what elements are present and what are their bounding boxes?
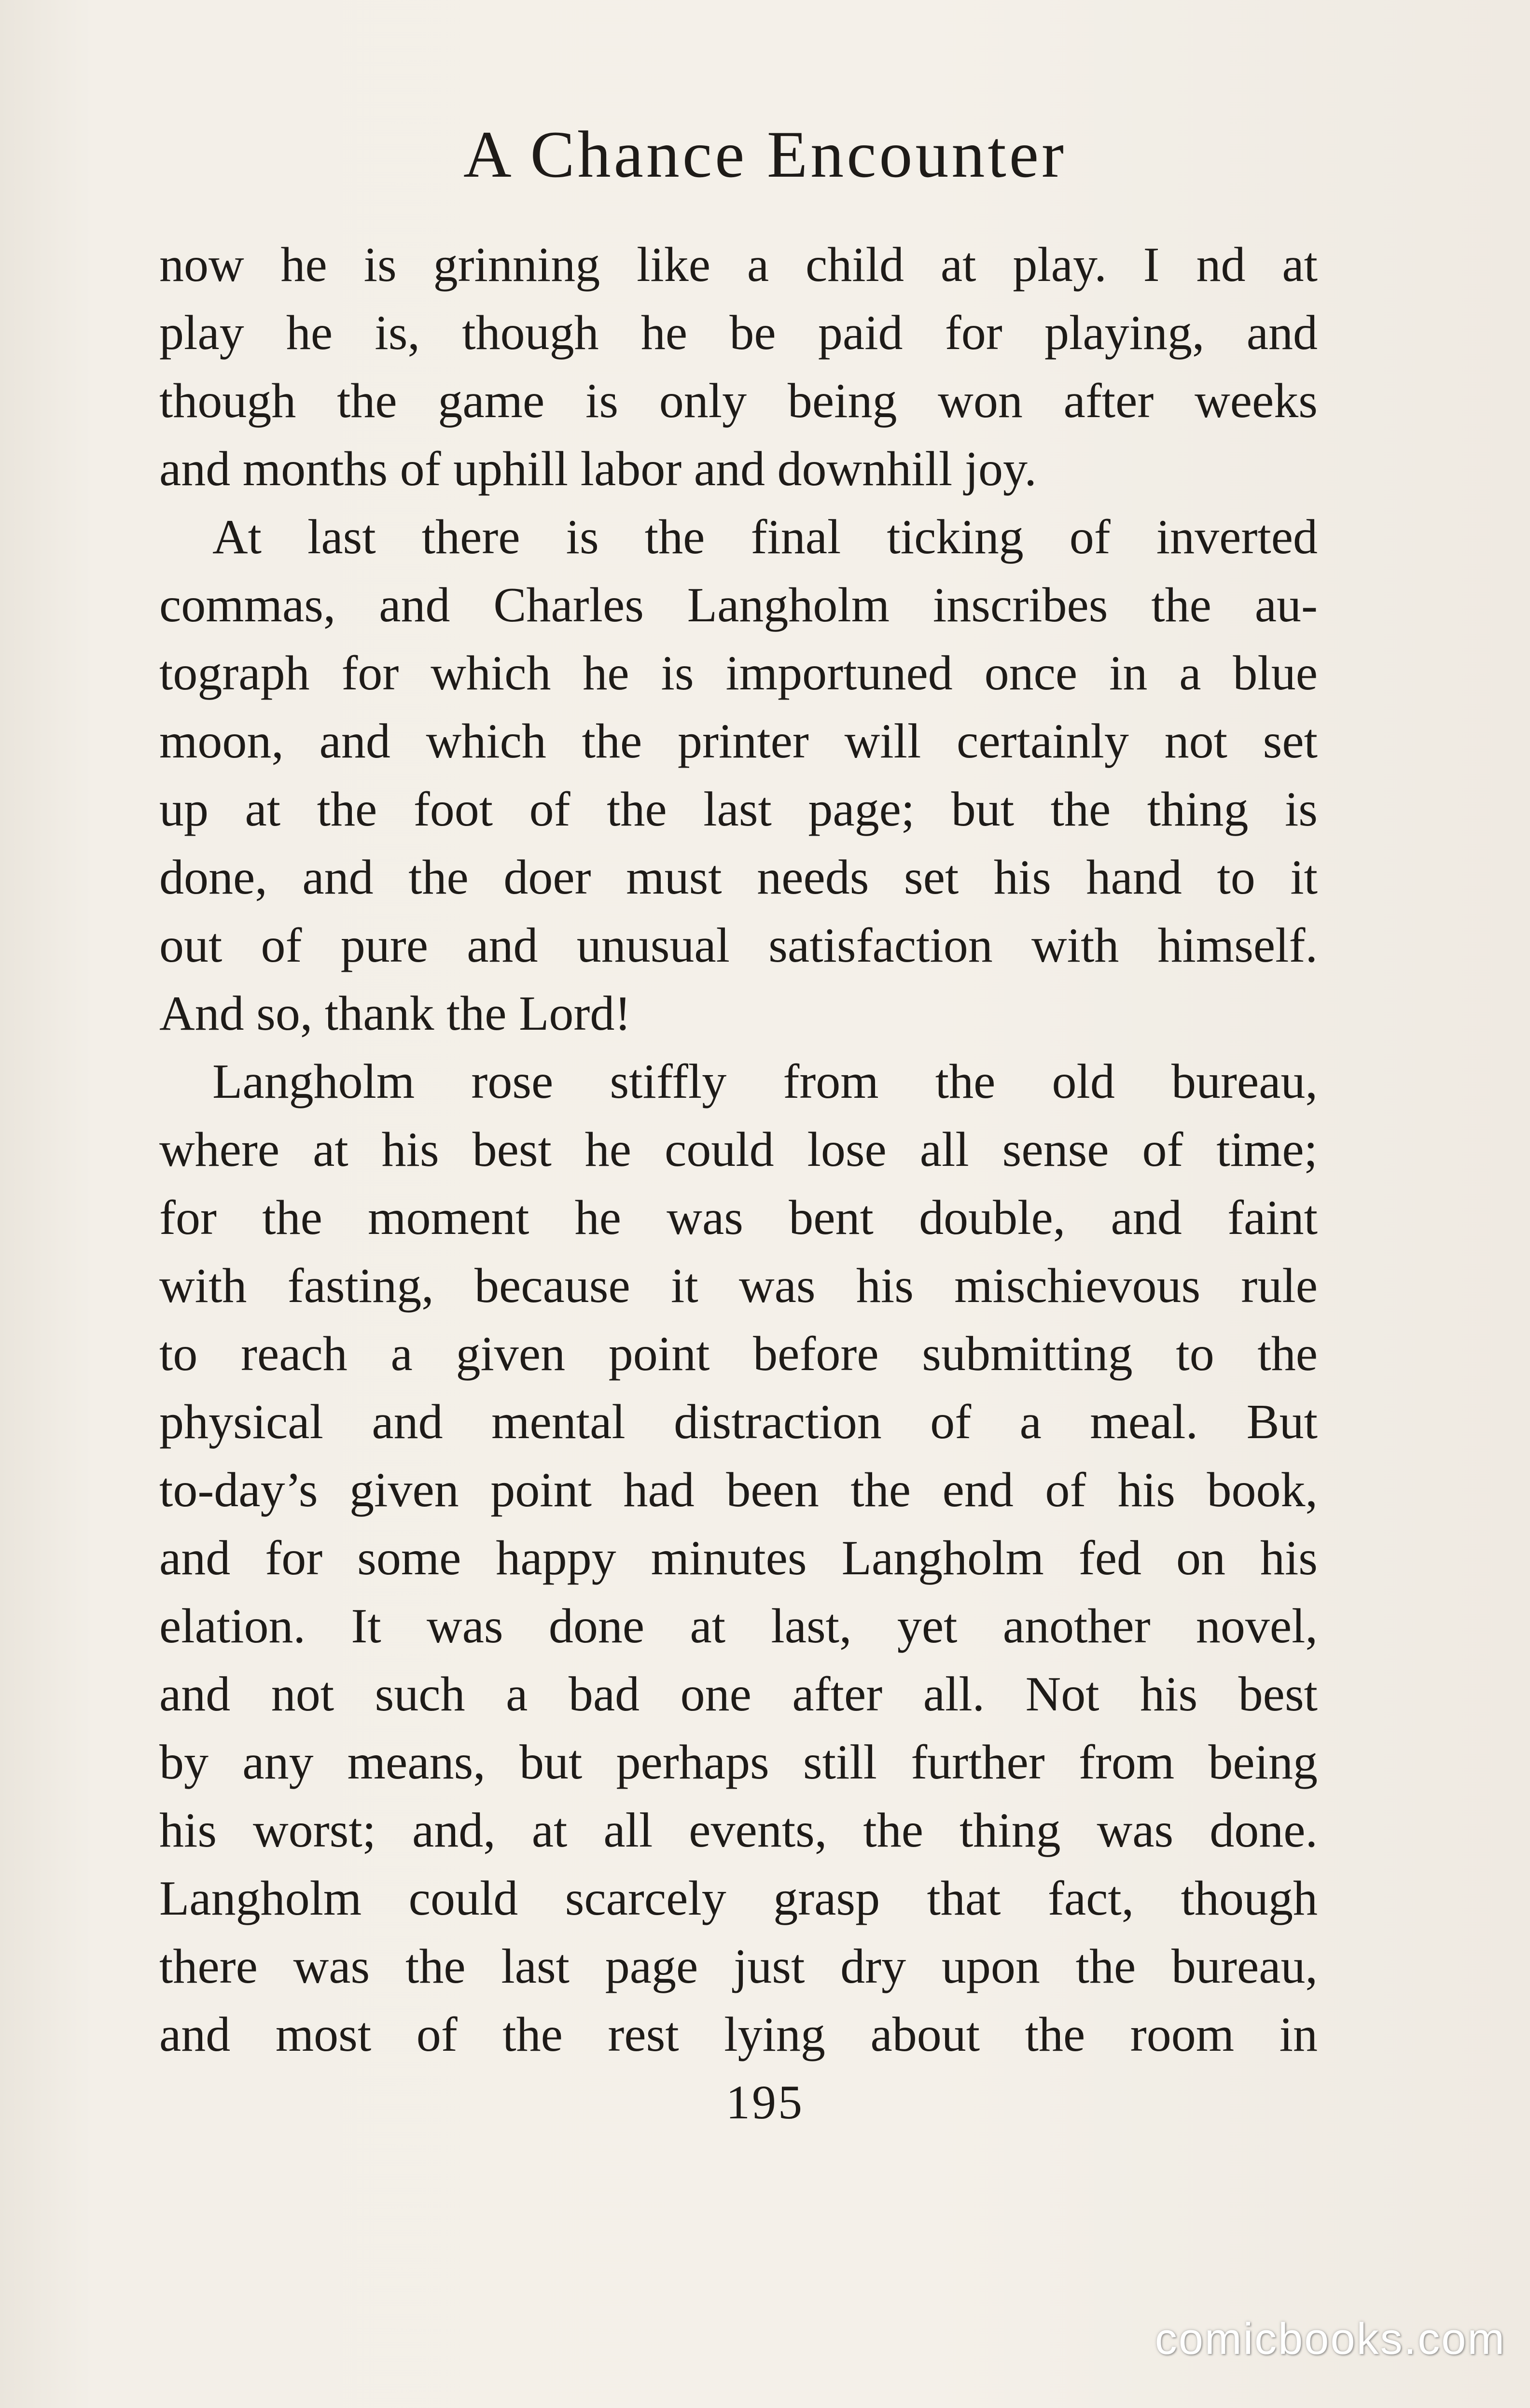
text-line: and most of the rest lying about the room in (159, 2007, 1318, 2062)
text-line: out of pure and unusual satisfaction with himself. (159, 918, 1318, 973)
text-line: to reach a given point before submitting to the (159, 1327, 1318, 1381)
text-line: up at the foot of the last page; but the thing is (159, 782, 1318, 837)
page-number: 195 (726, 2075, 804, 2129)
running-head: A Chance Encounter (463, 117, 1067, 191)
text-line: done, and the doer must needs set his hand to it (159, 850, 1318, 905)
watermark: comicbooks.com (1154, 2314, 1506, 2364)
text-line: and for some happy minutes Langholm fed on his (159, 1531, 1318, 1585)
text-line: to-day’s given point had been the end of his book, (159, 1463, 1318, 1517)
text-line: Langholm could scarcely grasp that fact, though (159, 1871, 1318, 1926)
text-line: now he is grinning like a child at play. I nd at (159, 238, 1318, 292)
text-line: though the game is only being won after weeks (159, 374, 1318, 428)
text-line: Langholm rose stiffly from the old bureau, (212, 1054, 1318, 1109)
text-line: and not such a bad one after all. Not his best (159, 1667, 1318, 1722)
text-line: moon, and which the printer will certainly not set (159, 714, 1318, 769)
text-line: there was the last page just dry upon the bureau, (159, 1939, 1318, 1994)
text-line: where at his best he could lose all sense of time; (159, 1122, 1318, 1177)
text-line: play he is, though he be paid for playing, and (159, 306, 1318, 360)
text-line: and months of uphill labor and downhill joy. (159, 442, 1037, 496)
text-line: At last there is the final ticking of inverted (212, 510, 1318, 564)
text-line: And so, thank the Lord! (159, 986, 631, 1041)
text-line: his worst; and, at all events, the thing was done. (159, 1803, 1318, 1858)
text-line: tograph for which he is importuned once in a blue (159, 646, 1318, 700)
text-line: physical and mental distraction of a meal. But (159, 1395, 1318, 1449)
text-line: commas, and Charles Langholm inscribes the au- (159, 578, 1318, 632)
text-line: for the moment he was bent double, and faint (159, 1190, 1318, 1245)
text-line: elation. It was done at last, yet another novel, (159, 1599, 1318, 1653)
text-line: by any means, but perhaps still further from being (159, 1735, 1318, 1790)
body-text (159, 231, 1318, 2069)
text-line: with fasting, because it was his mischievous rule (159, 1259, 1318, 1313)
